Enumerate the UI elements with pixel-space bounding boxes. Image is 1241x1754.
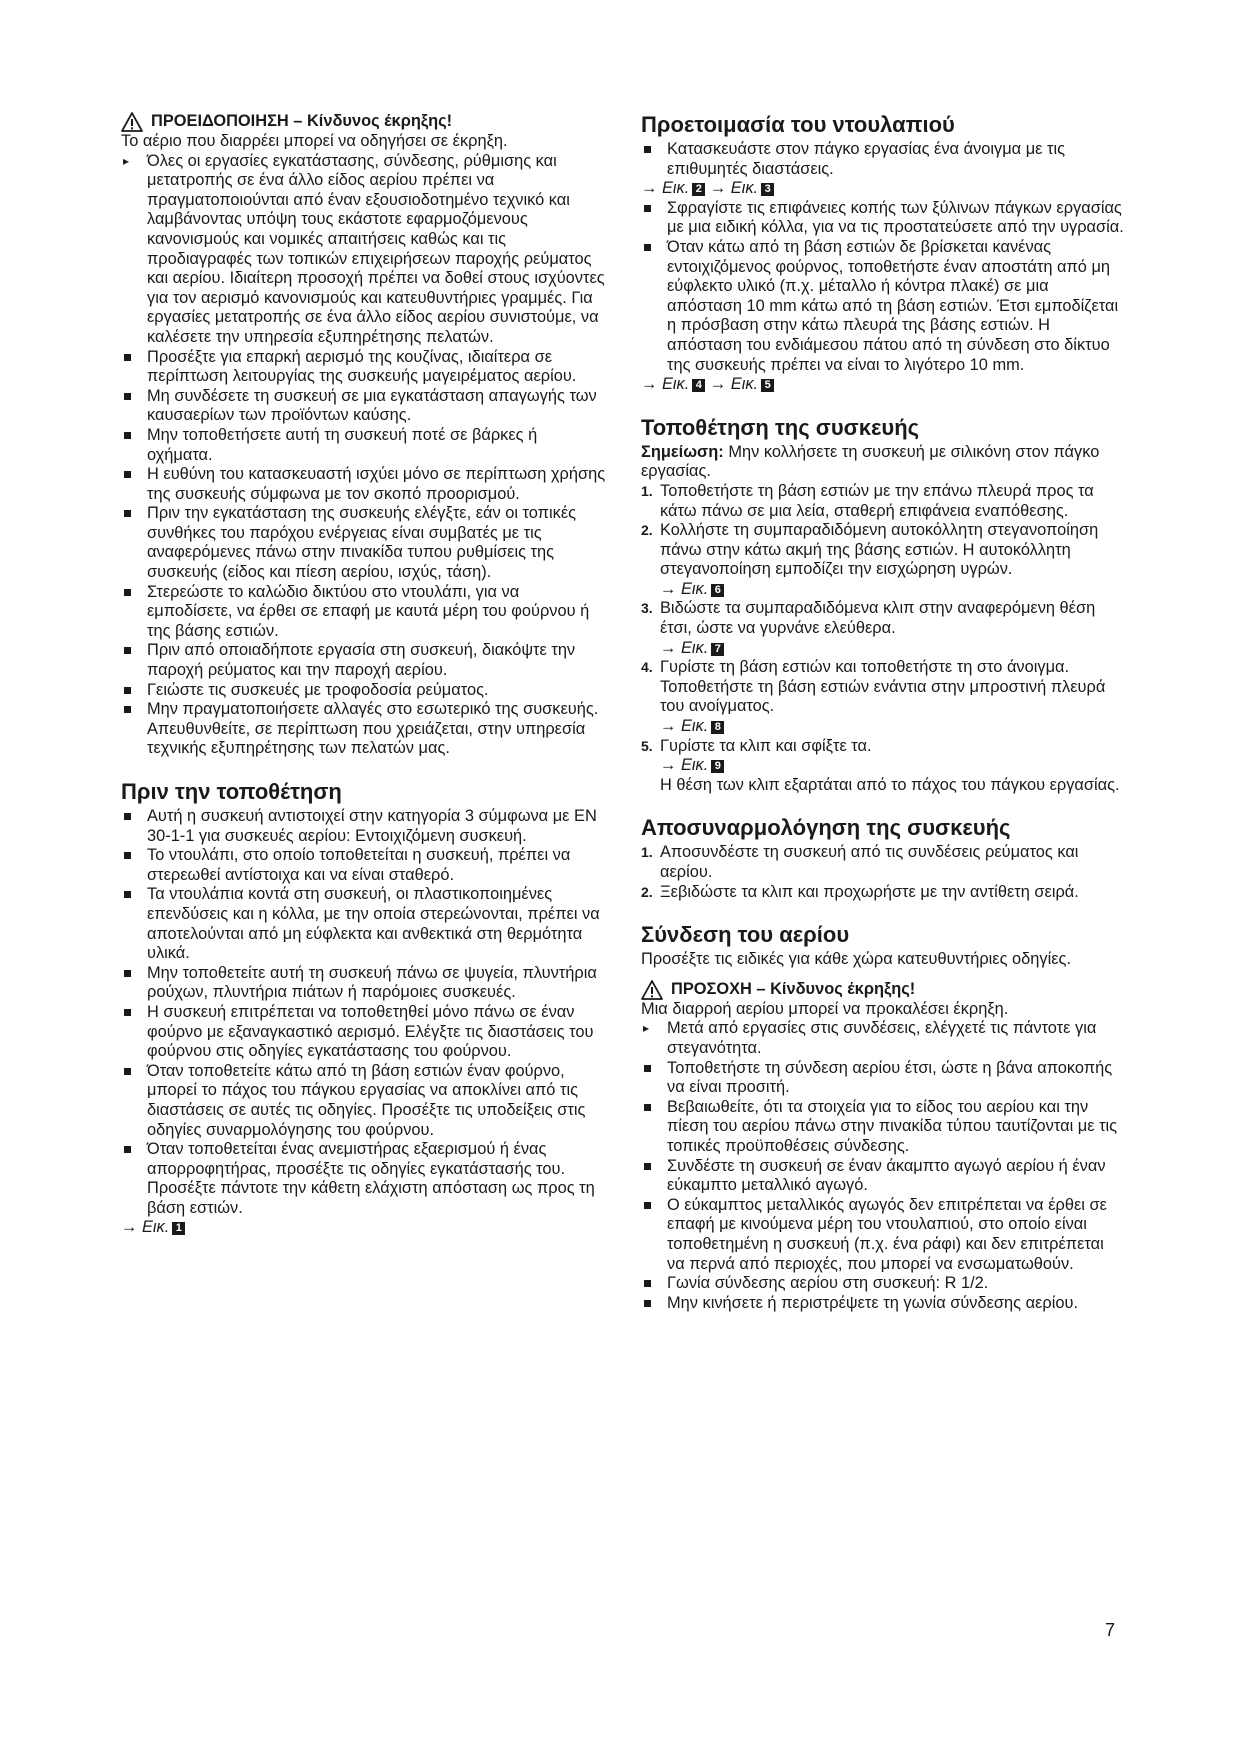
cabinet-prep-list-2 <box>641 199 1124 375</box>
step-item <box>641 843 1124 882</box>
figure-reference: → Εικ. 8 <box>660 717 1124 737</box>
caution-text: Μια διαρροή αερίου μπορεί να προκαλέσει έκρηξη. <box>641 999 1009 1018</box>
warning-triangle-icon <box>641 980 663 1000</box>
list-item: Όταν τοποθετείται ένας ανεμιστήρας εξαερισμού ή ένας απορροφητήρας, προσέξτε τις οδηγίες εγκατάστασής του. Προσέξτε πάντοτε την κάθετη ελάχιστη απόσταση ως προς τη βάση εστιών. <box>121 1140 607 1218</box>
list-item: Τα ντουλάπια κοντά στη συσκευή, οι πλαστικοποιημένες επενδύσεις και η κόλλα, με την οποία στερεώνονται, πρέπει να αποτελούνται από μη εύφλεκτα και ανθεκτικά στη θερμότητα υλικά. <box>121 885 607 963</box>
figure-reference: → Εικ. 1 <box>121 1218 607 1238</box>
step-text: Βιδώστε τα συμπαραδιδόμενα κλιπ στην αναφερόμενη θέση έτσι, ώστε να γυρνάνε ελεύθερα. <box>660 599 1096 638</box>
list-item: Όταν κάτω από τη βάση εστιών δε βρίσκεται κανένας εντοιχιζόμενος φούρνος, τοποθετήστε έναν αποστάτη από μη εύφλεκτο υλικό (π.χ. μέταλλο ή κόντρα πλακέ) σε μια απόσταση 10 mm κάτω από τη βάση εστιών. Έτσι εμποδίζεται η πρόσβαση στην κάτω πλευρά της βάσης εστιών. Η απόσταση του ενδιάμεσου πάτου από τη σύνδεση στο δίκτυο της συσκευής πρέπει να είναι το λιγότερο 10 mm. <box>641 238 1124 375</box>
list-item: Σφραγίστε τις επιφάνειες κοπής των ξύλινων πάγκων εργασίας με μια ειδική κόλλα, για να τις προστατεύσετε από την υγρασία. <box>641 199 1124 238</box>
list-item: Στερεώστε το καλώδιο δικτύου στο ντουλάπι, για να εμποδίσετε, να έρθει σε επαφή με καυτά μέρη του φούρνου ή της βάσης εστιών. <box>121 583 607 642</box>
list-item: Ο εύκαμπτος μεταλλικός αγωγός δεν επιτρέπεται να έρθει σε επαφή με κινούμενα μέρη του ντουλαπιού, στο οποίο είναι τοποθετημένη η συσκευή (π.χ. ένα ράφι) και δεν επιτρέπεται να περνά από περιοχές, που μπορεί να ενσωματωθούν. <box>641 1196 1124 1274</box>
figure-badge: 6 <box>711 584 724 597</box>
list-item: Πριν από οποιαδήποτε εργασία στη συσκευή, διακόψτε την παροχή ρεύματος και την παροχή αερίου. <box>121 641 607 680</box>
list-item: Το ντουλάπι, στο οποίο τοποθετείται η συσκευή, πρέπει να στερεωθεί αντίστοιχα και να είναι σταθερό. <box>121 846 607 885</box>
section-title-before-installation: Πριν την τοποθέτηση <box>121 779 342 804</box>
caution-arrow-list <box>641 1019 1124 1058</box>
safety-bullet-list <box>121 348 607 759</box>
list-item: Κατασκευάστε στον πάγκο εργασίας ένα άνοιγμα με τις επιθυμητές διαστάσεις. <box>641 140 1124 179</box>
before-installation-list <box>121 807 607 1218</box>
list-item: Πριν την εγκατάσταση της συσκευής ελέγξτε, εάν οι τοπικές συνθήκες του παρόχου ενέργειας είναι συμβατές με τις αναφερόμενες πάνω στην πινακίδα τυπου ρυθμίσεις της συσκευής (είδος και πίεση αερίου, ισχύς, τάση). <box>121 504 607 582</box>
caution-heading <box>641 980 1124 1000</box>
list-item: Μην τοποθετείτε αυτή τη συσκευή πάνω σε ψυγεία, πλυντήρια ρούχων, πλυντήρια πιάτων ή παρόμοιες συσκευές. <box>121 964 607 1003</box>
step-number: 4. <box>641 659 653 676</box>
warning-arrow-list <box>121 152 607 348</box>
figure-reference: → Εικ. 7 <box>660 639 1124 659</box>
warning-triangle-icon <box>121 112 143 132</box>
list-item: Συνδέστε τη συσκευή σε έναν άκαμπτο αγωγό αερίου ή έναν εύκαμπτο μεταλλικό αγωγό. <box>641 1157 1124 1196</box>
step-text: Τοποθετήστε τη βάση εστιών με την επάνω πλευρά προς τα κάτω πάνω σε μια λεία, σταθερή επιφάνεια εναπόθεσης. <box>660 481 1094 520</box>
section-title-removal: Αποσυναρμολόγηση της συσκευής <box>641 815 1011 841</box>
list-item: Μη συνδέσετε τη συσκευή σε μια εγκατάσταση απαγωγής των καυσαερίων των προϊόντων καύσης. <box>121 387 607 426</box>
step-text: Γυρίστε τη βάση εστιών και τοποθετήστε τη στο άνοιγμα. Τοποθετήστε τη βάση εστιών ενάντια στην μπροστινή πλευρά του ανοίγματος. <box>660 658 1106 716</box>
caution-arrow-item: ▸ Μετά από εργασίες στις συνδέσεις, ελέγχετέ τις πάντοτε για στεγανότητα. <box>641 1019 1124 1058</box>
list-item: Προσέξτε για επαρκή αερισμό της κουζίνας, ιδιαίτερα σε περίπτωση λειτουργίας της συσκευής μαγειρέματος αερίου. <box>121 348 607 387</box>
step-number: 1. <box>641 482 653 499</box>
step-text: Κολλήστε τη συμπαραδιδόμενη αυτοκόλλητη στεγανοποίηση πάνω στην κάτω ακμή της βάσης εστιών. Η αυτοκόλλητη στεγανοποίηση εμποδίζει την εισχώρηση υγρών. <box>660 521 1099 579</box>
step-text: Γυρίστε τα κλιπ και σφίξτε τα. <box>660 736 872 755</box>
list-item: Αυτή η συσκευή αντιστοιχεί στην κατηγορία 3 σύμφωνα με EN 30-1-1 για συσκευές αερίου: Εντοιχιζόμενη συσκευή. <box>121 807 607 846</box>
page-number: 7 <box>1104 1620 1115 1640</box>
figure-reference: → Εικ. 4 → Εικ. 5 <box>641 375 1124 395</box>
cabinet-prep-list <box>641 140 1124 179</box>
figure-reference: → Εικ. 6 <box>660 580 1124 600</box>
figure-reference: → Εικ. 9 <box>660 756 1124 776</box>
section-title-gas-connection: Σύνδεση του αερίου <box>641 922 850 948</box>
list-item: Μην κινήσετε ή περιστρέψετε τη γωνία σύνδεσης αερίου. <box>641 1294 1124 1314</box>
list-item: Όταν τοποθετείτε κάτω από τη βάση εστιών έναν φούρνο, μπορεί το πάχος του πάγκου εργασίας να αποκλίνει από τις διαστάσεις σε αυτές τις οδηγίες. Προσέξτε τις υποδείξεις στις οδηγίες συναρμολόγησης του φούρνου. <box>121 1062 607 1140</box>
figure-reference: → Εικ. 2 → Εικ. 3 <box>641 179 1124 199</box>
figure-badge: 9 <box>711 760 724 773</box>
step-item <box>641 658 1124 736</box>
step-item <box>641 521 1124 599</box>
figure-badge: 1 <box>172 1222 185 1235</box>
figure-badge: 8 <box>711 721 724 734</box>
list-item: Βεβαιωθείτε, ότι τα στοιχεία για το είδος του αερίου και την πίεση του αερίου πάνω στην πινακίδα τύπου ταυτίζονται με τις τοπικές προϋποθέσεις σύνδεσης. <box>641 1098 1124 1157</box>
step-item <box>641 482 1124 521</box>
warning-arrow-item: ▸ Όλες οι εργασίες εγκατάστασης, σύνδεσης, ρύθμισης και μετατροπής σε ένα άλλο είδος αερίου πρέπει να πραγματοποιούνται από έναν εξουσιοδοτημένο τεχνικό και λαμβάνοντας υπόψη τους εκάστοτε εφαρμοζόμενους κανονισμούς και νομικές απαιτήσεις καθώς και τις προδιαγραφές των τοπικών επιχειρήσεων παροχής ρεύματος και αερίου. Ιδιαίτερη προσοχή πρέπει να δοθεί στους ισχύοντες για τον αερισμό κανονισμούς και κατευθυντήριες γραμμές. Για εργασίες μετατροπής σε ένα άλλο είδος αερίου συνιστούμε, να καλέσετε την υπηρεσία εξυπηρέτησης πελατών. <box>121 152 607 348</box>
section-title-installation: Τοποθέτηση της συσκευής <box>641 414 920 440</box>
step-item <box>641 737 1124 796</box>
warning-title: ΠΡΟΕΙΔΟΠΟΙΗΣΗ – Κίνδυνος έκρηξης! <box>151 112 453 131</box>
right-column <box>641 112 1124 1313</box>
step-text: Ξεβιδώστε τα κλιπ και προχωρήστε με την αντίθετη σειρά. <box>660 882 1079 901</box>
installation-steps <box>641 482 1124 796</box>
step-item <box>641 599 1124 658</box>
step-number: 3. <box>641 600 653 617</box>
removal-steps <box>641 843 1124 902</box>
step-item <box>641 883 1124 903</box>
step-text: Αποσυνδέστε τη συσκευή από τις συνδέσεις ρεύματος και αερίου. <box>660 843 1079 881</box>
gas-intro: Προσέξτε τις ειδικές για κάθε χώρα κατευθυντήριες οδηγίες. <box>641 950 1071 969</box>
figure-badge: 7 <box>711 643 724 656</box>
list-item: Η συσκευή επιτρέπεται να τοποθετηθεί μόνο πάνω σε έναν φούρνο με εξαναγκαστικό αερισμό. Ελέγξτε τις διαστάσεις του φούρνου στις οδηγίες εγκατάστασης του φούρνου. <box>121 1003 607 1062</box>
caution-title: ΠΡΟΣΟΧΗ – Κίνδυνος έκρηξης! <box>671 979 916 998</box>
step-number: 1. <box>641 844 653 861</box>
list-item: Μην τοποθετήσετε αυτή τη συσκευή ποτέ σε βάρκες ή οχήματα. <box>121 426 607 465</box>
list-item: Μην πραγματοποιήσετε αλλαγές στο εσωτερικό της συσκευής. Απευθυνθείτε, σε περίπτωση που χρειάζεται, στην υπηρεσία τεχνικής εξυπηρέτησης των πελατών μας. <box>121 700 607 759</box>
warning-heading <box>121 112 607 132</box>
list-item: Η ευθύνη του κατασκευαστή ισχύει μόνο σε περίπτωση χρήσης της συσκευής σύμφωνα με τον σκοπό προορισμού. <box>121 465 607 504</box>
step-number: 5. <box>641 737 653 754</box>
left-column <box>121 112 607 1238</box>
list-item: Τοποθετήστε τη σύνδεση αερίου έτσι, ώστε η βάνα αποκοπής να είναι προσιτή. <box>641 1059 1124 1098</box>
list-item: Γωνία σύνδεσης αερίου στη συσκευή: R 1/2. <box>641 1274 1124 1294</box>
section-title-cabinet-prep: Προετοιμασία του ντουλαπιού <box>641 112 955 137</box>
warning-text: Το αέριο που διαρρέει μπορεί να οδηγήσει σε έκρηξη. <box>121 132 508 150</box>
list-item: Γειώστε τις συσκευές με τροφοδοσία ρεύματος. <box>121 681 607 701</box>
step-note: Η θέση των κλιπ εξαρτάται από το πάχος του πάγκου εργασίας. <box>660 775 1120 794</box>
step-number: 2. <box>641 522 653 539</box>
step-number: 2. <box>641 883 653 900</box>
gas-bullet-list <box>641 1059 1124 1314</box>
installation-note: Σημείωση: Μην κολλήσετε τη συσκευή με σιλικόνη στον πάγκο εργασίας. <box>641 442 1100 481</box>
